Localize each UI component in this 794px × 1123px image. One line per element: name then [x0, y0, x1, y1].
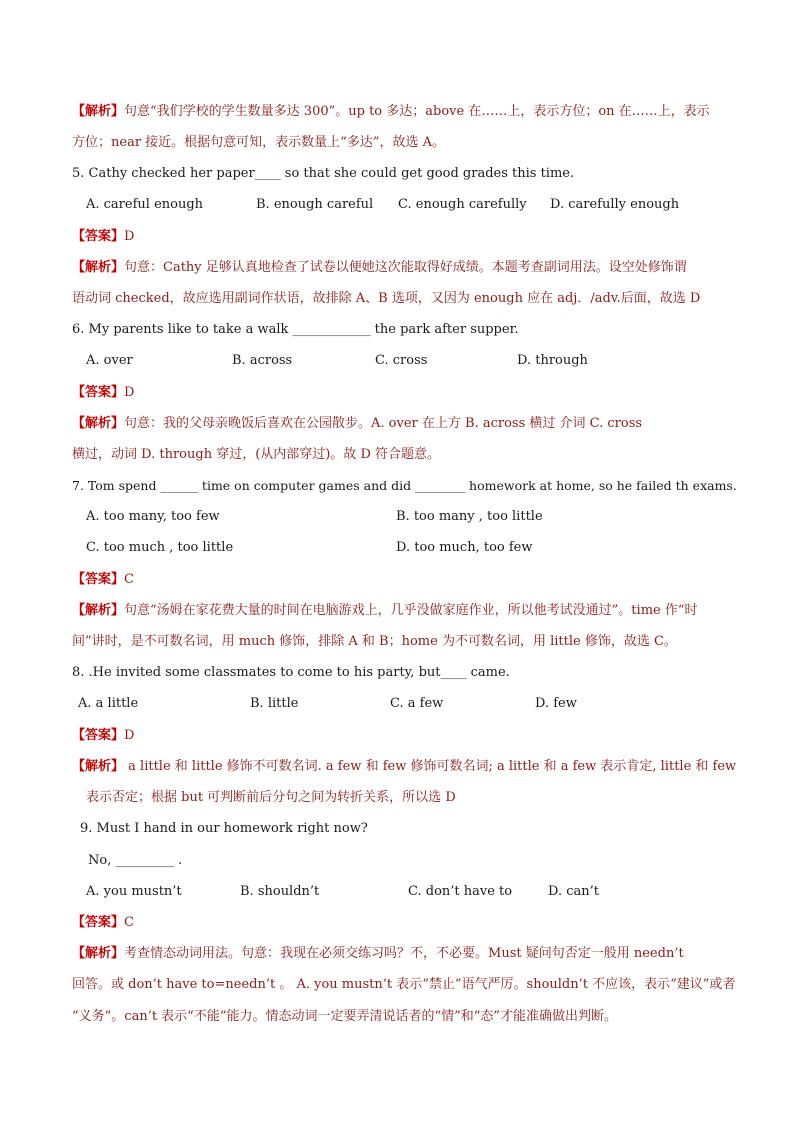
- question-8: 8. .He invited some classmates to come to his party, but____ came.: [72, 665, 510, 680]
- q6-answer: [72, 384, 732, 402]
- q5-option-c: C. enough carefully: [398, 197, 527, 212]
- q9-explanation-line-3: “义务”。can’t 表示“不能”能力。情态动词一定要弄清说话者的“情”和“态”才能准确做出判断。: [72, 1009, 618, 1024]
- q7-answer: [72, 571, 732, 589]
- explanation-text: 句意：Cathy 足够认真地检查了试卷以便她这次能取得好成绩。本题考查副词用法。设空处修饰谓: [124, 260, 687, 275]
- answer-value: D: [124, 229, 135, 244]
- q9-option-d: D. can’t: [548, 884, 599, 899]
- question-6: 6. My parents like to take a walk ____________ the park after supper.: [72, 322, 519, 337]
- explanation-text: 考查情态动词用法。句意：我现在必须交练习吗？不，不必要。Must 疑问句否定一般用 needn’t: [124, 946, 684, 961]
- answer-value: D: [124, 728, 135, 743]
- q7-option-d: D. too much, too few: [396, 540, 533, 555]
- q5-answer: [72, 228, 732, 246]
- answer-value: C: [124, 915, 134, 930]
- q8-answer: [72, 727, 732, 745]
- q7-option-b: B. too many , too little: [396, 509, 543, 524]
- q8-option-d: D. few: [535, 696, 577, 711]
- question-9: 9. Must I hand in our homework right now?: [80, 821, 368, 836]
- explanation-tag: 【解析】: [72, 946, 125, 961]
- q8-option-b: B. little: [250, 696, 299, 711]
- q6-explanation-line-1: [72, 415, 732, 433]
- q7-option-a: A. too many, too few: [86, 509, 220, 524]
- q7-explanation-line-1: [72, 602, 732, 620]
- q5-explanation-line-2: 语动词 checked，故应选用副词作状语，故排除 A、B 选项，又因为 enough 应在 adj．/adv.后面，故选 D: [72, 291, 701, 306]
- explanation-tag: 【解析】: [72, 759, 125, 774]
- q4-explanation-line-2: 方位；near 接近。根据句意可知，表示数量上“多达”，故选 A。: [72, 135, 445, 150]
- explanation-tag: 【解析】: [72, 603, 125, 618]
- q4-explanation-line-1: [72, 103, 732, 121]
- explanation-text: 句意“我们学校的学生数量多达 300”。up to 多达；above 在……上，表示方位；on 在……上，表示: [124, 104, 710, 119]
- explanation-text: 句意“汤姆在家花费大量的时间在电脑游戏上，几乎没做家庭作业，所以他考试没通过”。time 作“时: [124, 603, 698, 618]
- answer-tag: 【答案】: [72, 728, 125, 743]
- q6-option-b: B. across: [232, 353, 293, 368]
- q8-option-c: C. a few: [390, 696, 444, 711]
- q9-option-c: C. don’t have to: [408, 884, 513, 899]
- question-5: 5. Cathy checked her paper____ so that she could get good grades this time.: [72, 166, 575, 181]
- q9-option-b: B. shouldn’t: [240, 884, 320, 899]
- q9-reply: No, _________ .: [88, 853, 183, 868]
- answer-tag: 【答案】: [72, 229, 125, 244]
- answer-tag: 【答案】: [72, 385, 125, 400]
- q5-option-a: A. careful enough: [86, 197, 204, 212]
- answer-tag: 【答案】: [72, 572, 125, 587]
- q8-option-a: A. a little: [78, 696, 139, 711]
- explanation-text: a little 和 little 修饰不可数名词. a few 和 few 修饰可数名词; a little 和 a few 表示肯定, little 和 few: [124, 759, 737, 774]
- q9-option-a: A. you mustn’t: [86, 884, 182, 899]
- q6-explanation-line-2: 横过，动词 D. through 穿过，(从内部穿过)。故 D 符合题意。: [72, 447, 441, 462]
- answer-tag: 【答案】: [72, 915, 125, 930]
- q5-explanation-line-1: [72, 259, 732, 277]
- q8-explanation-line-2: 表示否定；根据 but 可判断前后分句之间为转折关系，所以选 D: [86, 790, 456, 805]
- q7-explanation-line-2: 间”讲时，是不可数名词，用 much 修饰，排除 A 和 B；home 为不可数名词，用 little 修饰，故选 C。: [72, 634, 677, 649]
- q8-explanation-line-1: [72, 758, 737, 776]
- q5-option-d: D. carefully enough: [550, 197, 680, 212]
- explanation-tag: 【解析】: [72, 260, 125, 275]
- q9-explanation-line-2: 回答。或 don’t have to=needn’t 。 A. you mustn’t 表示“禁止”语气严厉。shouldn’t 不应该，表示“建议”或者: [72, 977, 736, 992]
- q9-explanation-line-1: [72, 945, 732, 963]
- q9-answer: [72, 914, 732, 932]
- q6-option-a: A. over: [86, 353, 133, 368]
- q6-option-d: D. through: [517, 353, 588, 368]
- explanation-text: 句意：我的父母亲晚饭后喜欢在公园散步。A. over 在上方 B. across 横过 介词 C. cross: [124, 416, 643, 431]
- answer-value: C: [124, 572, 134, 587]
- answer-value: D: [124, 385, 135, 400]
- explanation-tag: 【解析】: [72, 416, 125, 431]
- q7-option-c: C. too much , too little: [86, 540, 234, 555]
- explanation-tag: 【解析】: [72, 104, 125, 119]
- q5-option-b: B. enough careful: [256, 197, 374, 212]
- q6-option-c: C. cross: [375, 353, 428, 368]
- question-7: 7. Tom spend ______ time on computer games and did ________ homework at home, so he failed th exams.: [72, 478, 737, 493]
